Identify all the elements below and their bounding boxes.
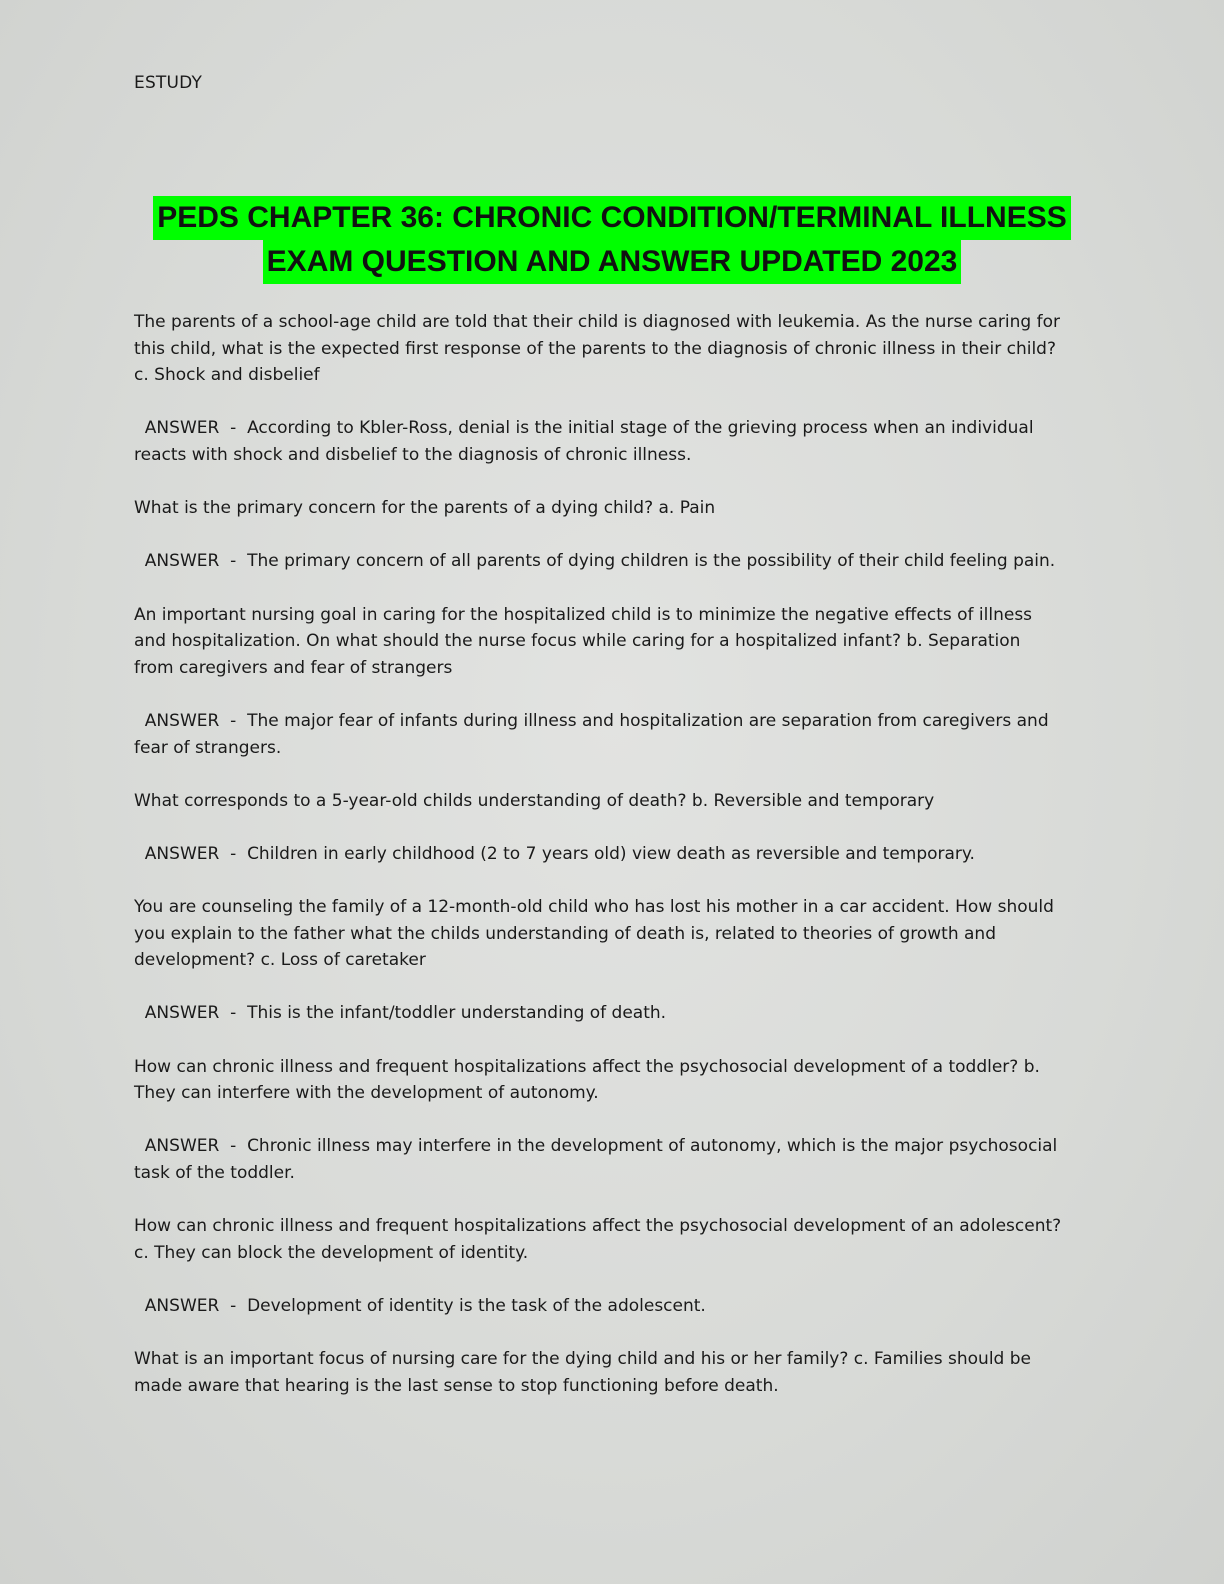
question-2: What is the primary concern for the parents of a dying child? a. Pain	[134, 498, 716, 519]
answer-text: Chronic illness may interfere in the development of autonomy, which is the major psychosocial task of the toddler.	[134, 1136, 1058, 1183]
answer-prefix: ANSWER -	[134, 551, 248, 572]
answer-text: According to Kbler-Ross, denial is the initial stage of the grieving process when an individual reacts with shock and disbelief to the diagnosis of chronic illness.	[134, 418, 1034, 465]
answer-prefix: ANSWER -	[134, 418, 248, 439]
answer-prefix: ANSWER -	[134, 1295, 248, 1316]
answer-prefix: ANSWER -	[134, 710, 248, 731]
answer-7	[134, 1293, 1064, 1320]
answer-prefix: ANSWER -	[134, 1003, 248, 1024]
answer-prefix: ANSWER -	[134, 843, 248, 864]
question-4: What corresponds to a 5-year-old childs understanding of death? b. Reversible and temporary	[134, 790, 935, 811]
question-5: You are counseling the family of a 12-month-old child who has lost his mother in a car accident. How should you explain to the father what the childs understanding of death is, related to theories of growth and development? c. Loss of caretaker	[134, 897, 1054, 971]
question-8: What is an important focus of nursing care for the dying child and his or her family? c. Families should be made aware that hearing is the last sense to stop functioning before death.	[134, 1349, 1031, 1396]
question-7: How can chronic illness and frequent hospitalizations affect the psychosocial development of an adolescent? c. They can block the development of identity.	[134, 1216, 1062, 1263]
question-3: An important nursing goal in caring for the hospitalized child is to minimize the negative effects of illness and hospitalization. On what should the nurse focus while caring for a hospitalized infant? b. Separation from caregivers and fear of strangers	[134, 604, 1033, 678]
answer-prefix: ANSWER -	[134, 1136, 248, 1157]
title-line-2: EXAM QUESTION AND ANSWER UPDATED 2023	[263, 240, 962, 284]
question-1: The parents of a school-age child are told that their child is diagnosed with leukemia. As the nurse caring for this child, what is the expected first response of the parents to the diagnosis of chronic illness in their child? c. Shock and disbelief	[134, 312, 1060, 386]
qa-list	[134, 309, 1064, 1426]
answer-4	[134, 841, 1064, 868]
answer-6	[134, 1133, 1064, 1186]
answer-3	[134, 708, 1064, 761]
answer-2	[134, 548, 1064, 575]
answer-text: Development of identity is the task of the adolescent.	[247, 1295, 706, 1316]
answer-text: Children in early childhood (2 to 7 years old) view death as reversible and temporary.	[247, 843, 975, 864]
answer-text: The primary concern of all parents of dying children is the possibility of their child feeling pain.	[247, 551, 1056, 572]
document-title	[0, 196, 1224, 284]
question-6: How can chronic illness and frequent hospitalizations affect the psychosocial development of a toddler? b. They can interfere with the development of autonomy.	[134, 1056, 1040, 1104]
answer-text: This is the infant/toddler understanding of death.	[247, 1003, 667, 1024]
answer-text: The major fear of infants during illness and hospitalization are separation from caregivers and fear of strangers.	[134, 710, 1049, 758]
answer-5	[134, 1000, 1064, 1027]
answer-1	[134, 415, 1064, 468]
title-line-1: PEDS CHAPTER 36: CHRONIC CONDITION/TERMINAL ILLNESS	[153, 196, 1071, 240]
header-label: ESTUDY	[134, 73, 203, 93]
